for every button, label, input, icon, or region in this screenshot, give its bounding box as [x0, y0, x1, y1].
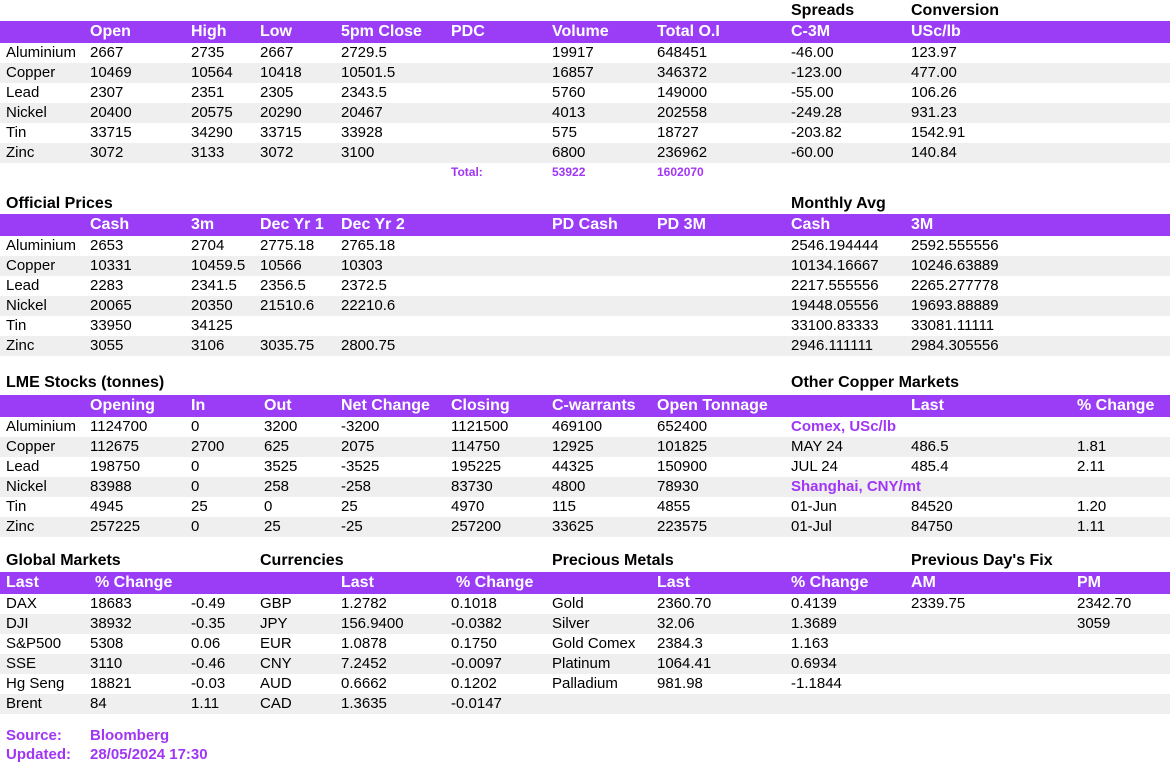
fix-pm: 3059 — [1077, 615, 1111, 632]
stocks-cell: 4855 — [657, 498, 691, 515]
prices-cell: 2729.5 — [341, 44, 387, 61]
prices-cell: 3100 — [341, 144, 375, 161]
stocks-cell: 2075 — [341, 438, 375, 455]
global-markets-heading: Global Markets — [6, 552, 121, 569]
currency-name: AUD — [260, 675, 292, 692]
global-index-name: DAX — [6, 595, 37, 612]
currency-last: 7.2452 — [341, 655, 387, 672]
official-dec-yr1: 2356.5 — [260, 277, 306, 294]
official-3m: 10459.5 — [191, 257, 246, 274]
official-cash: 2283 — [90, 277, 124, 294]
currency-change-header: % Change — [456, 574, 534, 591]
stocks-cell: 195225 — [451, 458, 502, 475]
monthly-avg-cash: 19448.05556 — [791, 297, 879, 314]
stocks-column-header: Open Tonnage — [657, 397, 768, 414]
prices-cell: 2307 — [90, 84, 124, 101]
global-index-name: SSE — [6, 655, 37, 672]
stocks-cell: 4970 — [451, 498, 485, 515]
other-copper-heading: Other Copper Markets — [791, 374, 960, 391]
stocks-cell: 83730 — [451, 478, 493, 495]
prices-cell: 18727 — [657, 124, 699, 141]
global-change: -0.35 — [191, 615, 226, 632]
official-metal-label: Lead — [6, 277, 40, 294]
prices-cell: 2305 — [260, 84, 294, 101]
stocks-cell: 257200 — [451, 518, 502, 535]
official-column-header: Cash — [791, 216, 831, 233]
stocks-cell: -3525 — [341, 458, 380, 475]
copper-last-header: Last — [911, 397, 944, 414]
stocks-cell: 625 — [264, 438, 290, 455]
stocks-column-header: Opening — [90, 397, 155, 414]
stocks-cell: 115 — [552, 498, 576, 515]
prices-cell: 16857 — [552, 64, 594, 81]
fix-am: 2339.75 — [911, 595, 966, 612]
prices-column-header: 5pm Close — [341, 23, 422, 40]
precious-last: 1064.41 — [657, 655, 712, 672]
prices-metal-label: Copper — [6, 64, 56, 81]
prices-cell: 19917 — [552, 44, 594, 61]
fix-am-header: AM — [911, 574, 936, 591]
prices-cell: 10418 — [260, 64, 302, 81]
prices-cell: 10501.5 — [341, 64, 396, 81]
precious-last: 2384.3 — [657, 635, 703, 652]
precious-name: Palladium — [552, 675, 618, 692]
official-prices-heading: Official Prices — [6, 195, 113, 212]
official-metal-label: Copper — [6, 257, 56, 274]
prices-metal-label: Aluminium — [6, 44, 77, 61]
official-dec-yr1: 10566 — [260, 257, 302, 274]
prices-cell: 106.26 — [911, 84, 957, 101]
stocks-metal-label: Copper — [6, 438, 56, 455]
official-column-header: PD 3M — [657, 216, 706, 233]
stocks-cell: 25 — [264, 518, 281, 535]
monthly-avg-heading: Monthly Avg — [791, 195, 886, 212]
stocks-cell: 4800 — [552, 478, 586, 495]
global-change: 1.11 — [191, 695, 220, 712]
official-metal-label: Tin — [6, 317, 27, 334]
currency-change: -0.0147 — [451, 695, 502, 712]
currency-last: 1.0878 — [341, 635, 387, 652]
global-last: 18683 — [90, 595, 132, 612]
stocks-cell: 0 — [191, 478, 200, 495]
prices-cell: 2343.5 — [341, 84, 387, 101]
prices-cell: 33928 — [341, 124, 383, 141]
source-label: Source: — [6, 727, 62, 744]
prices-cell: 2351 — [191, 84, 225, 101]
currency-change: -0.0097 — [451, 655, 502, 672]
global-change: -0.03 — [191, 675, 226, 692]
prices-cell: -123.00 — [791, 64, 842, 81]
stocks-cell: -258 — [341, 478, 372, 495]
stocks-metal-label: Nickel — [6, 478, 47, 495]
prices-cell: 33715 — [260, 124, 302, 141]
currency-change: 0.1018 — [451, 595, 497, 612]
prices-cell: -46.00 — [791, 44, 834, 61]
prices-cell: 236962 — [657, 144, 708, 161]
stocks-cell: 3525 — [264, 458, 298, 475]
global-change: -0.49 — [191, 595, 226, 612]
official-dec-yr2: 10303 — [341, 257, 383, 274]
official-dec-yr2: 2372.5 — [341, 277, 387, 294]
prices-column-header: Total O.I — [657, 23, 720, 40]
official-cash: 3055 — [90, 337, 124, 354]
copper-last: 84520 — [911, 498, 953, 515]
currency-name: CAD — [260, 695, 292, 712]
precious-change-header: % Change — [791, 574, 869, 591]
official-column-header: PD Cash — [552, 216, 618, 233]
prices-cell: 4013 — [552, 104, 586, 121]
stocks-column-header: In — [191, 397, 206, 414]
precious-name: Silver — [552, 615, 590, 632]
global-index-name: Brent — [6, 695, 42, 712]
stocks-cell: 0 — [191, 458, 200, 475]
currency-last: 156.9400 — [341, 615, 404, 632]
global-index-name: S&P500 — [6, 635, 62, 652]
stocks-metal-label: Zinc — [6, 518, 35, 535]
prices-column-header: PDC — [451, 23, 485, 40]
global-last-header: Last — [6, 574, 39, 591]
total-volume: 53922 — [552, 165, 586, 179]
stocks-cell: -25 — [341, 518, 363, 535]
prices-cell: 20467 — [341, 104, 383, 121]
stocks-cell: 258 — [264, 478, 290, 495]
prices-column-header: Open — [90, 23, 131, 40]
global-index-name: DJI — [6, 615, 29, 632]
prices-cell: 10564 — [191, 64, 233, 81]
stocks-column-header: Out — [264, 397, 292, 414]
prices-cell: 10469 — [90, 64, 132, 81]
copper-market-subheading: Comex, USc/lb — [791, 418, 897, 435]
prices-cell: 3133 — [191, 144, 225, 161]
currency-last: 1.3635 — [341, 695, 387, 712]
global-change: -0.46 — [191, 655, 226, 672]
precious-change: 1.163 — [791, 635, 829, 652]
prices-cell: 34290 — [191, 124, 233, 141]
global-last: 84 — [90, 695, 107, 712]
monthly-avg-cash: 33100.83333 — [791, 317, 879, 334]
stocks-cell: 114750 — [451, 438, 500, 455]
precious-name: Gold Comex — [552, 635, 636, 652]
stocks-cell: 12925 — [552, 438, 594, 455]
monthly-avg-cash: 2546.194444 — [791, 237, 879, 254]
prices-cell: 575 — [552, 124, 578, 141]
prices-cell: 477.00 — [911, 64, 957, 81]
prices-cell: 123.97 — [911, 44, 957, 61]
copper-change: 1.20 — [1077, 498, 1107, 515]
official-column-header: Dec Yr 2 — [341, 216, 405, 233]
stocks-cell: 25 — [341, 498, 358, 515]
prices-column-header: Volume — [552, 23, 609, 40]
prices-metal-label: Tin — [6, 124, 27, 141]
stocks-cell: 112675 — [90, 438, 139, 455]
stocks-cell: 0 — [191, 418, 200, 435]
prices-column-header: C-3M — [791, 23, 831, 40]
official-cash: 20065 — [90, 297, 132, 314]
total-open-interest: 1602070 — [657, 165, 704, 179]
monthly-avg-3m: 2984.305556 — [911, 337, 999, 354]
currency-name: CNY — [260, 655, 292, 672]
currency-name: EUR — [260, 635, 292, 652]
prices-column-header: USc/lb — [911, 23, 961, 40]
precious-change: 0.6934 — [791, 655, 837, 672]
lme-stocks-heading: LME Stocks (tonnes) — [6, 374, 165, 391]
global-last: 3110 — [90, 655, 123, 672]
precious-last: 981.98 — [657, 675, 703, 692]
prices-cell: 931.23 — [911, 104, 957, 121]
prices-cell: 140.84 — [911, 144, 957, 161]
stocks-column-header: C-warrants — [552, 397, 636, 414]
currency-last: 0.6662 — [341, 675, 387, 692]
precious-name: Gold — [552, 595, 584, 612]
copper-last: 485.4 — [911, 458, 949, 475]
prices-cell: -55.00 — [791, 84, 834, 101]
stocks-cell: 223575 — [657, 518, 708, 535]
precious-name: Platinum — [552, 655, 611, 672]
precious-last: 32.06 — [657, 615, 695, 632]
currency-last: 1.2782 — [341, 595, 387, 612]
monthly-avg-3m: 33081.11111 — [911, 317, 995, 334]
markets-header-bar — [0, 572, 1170, 594]
prices-cell: -203.82 — [791, 124, 842, 141]
official-dec-yr1: 2775.18 — [260, 237, 315, 254]
prices-cell: 1542.91 — [911, 124, 966, 141]
prices-cell: 2667 — [260, 44, 294, 61]
currencies-heading: Currencies — [260, 552, 344, 569]
official-dec-yr1: 21510.6 — [260, 297, 315, 314]
stocks-column-header: Net Change — [341, 397, 430, 414]
official-cash: 33950 — [90, 317, 132, 334]
stocks-cell: -3200 — [341, 418, 380, 435]
prices-cell: 3072 — [260, 144, 294, 161]
conversion-heading: Conversion — [911, 2, 1000, 19]
stocks-metal-label: Lead — [6, 458, 40, 475]
prices-cell: 2735 — [191, 44, 225, 61]
prices-cell: 346372 — [657, 64, 708, 81]
stocks-cell: 33625 — [552, 518, 594, 535]
copper-change: 1.11 — [1077, 518, 1106, 535]
markets-row-stripe — [0, 694, 1170, 714]
official-cash: 2653 — [90, 237, 124, 254]
copper-market-subheading: Shanghai, CNY/mt — [791, 478, 922, 495]
prices-cell: -249.28 — [791, 104, 842, 121]
copper-contract-label: 01-Jun — [791, 498, 837, 515]
prices-metal-label: Zinc — [6, 144, 35, 161]
stocks-cell: 150900 — [657, 458, 708, 475]
stocks-cell: 101825 — [657, 438, 708, 455]
official-3m: 2341.5 — [191, 277, 237, 294]
stocks-metal-label: Aluminium — [6, 418, 77, 435]
updated-value: 28/05/2024 17:30 — [90, 746, 208, 763]
monthly-avg-3m: 2592.555556 — [911, 237, 999, 254]
global-index-name: Hg Seng — [6, 675, 65, 692]
official-column-header: Cash — [90, 216, 130, 233]
source-value: Bloomberg — [90, 727, 170, 744]
prices-metal-label: Nickel — [6, 104, 47, 121]
previous-fix-heading: Previous Day's Fix — [911, 552, 1053, 569]
currency-change: 0.1750 — [451, 635, 497, 652]
prices-cell: 20290 — [260, 104, 302, 121]
copper-contract-label: 01-Jul — [791, 518, 832, 535]
global-change: 0.06 — [191, 635, 221, 652]
official-dec-yr1: 3035.75 — [260, 337, 315, 354]
official-metal-label: Nickel — [6, 297, 47, 314]
global-last: 5308 — [90, 635, 124, 652]
spreads-heading: Spreads — [791, 2, 855, 19]
updated-label: Updated: — [6, 746, 71, 763]
stocks-cell: 0 — [191, 518, 200, 535]
precious-metals-heading: Precious Metals — [552, 552, 674, 569]
stocks-column-header: Closing — [451, 397, 510, 414]
copper-last: 84750 — [911, 518, 953, 535]
stocks-cell: 44325 — [552, 458, 594, 475]
monthly-avg-cash: 2217.555556 — [791, 277, 879, 294]
stocks-cell: 78930 — [657, 478, 699, 495]
stocks-cell: 198750 — [90, 458, 141, 475]
stocks-cell: 469100 — [552, 418, 603, 435]
prices-cell: 20400 — [90, 104, 132, 121]
prices-cell: 149000 — [657, 84, 708, 101]
currency-last-header: Last — [341, 574, 374, 591]
official-column-header: 3m — [191, 216, 215, 233]
stocks-cell: 2700 — [191, 438, 225, 455]
prices-column-header: Low — [260, 23, 292, 40]
official-3m: 34125 — [191, 317, 233, 334]
stocks-cell: 83988 — [90, 478, 132, 495]
prices-cell: 202558 — [657, 104, 708, 121]
currency-change: 0.1202 — [451, 675, 497, 692]
official-metal-label: Aluminium — [6, 237, 77, 254]
official-cash: 10331 — [90, 257, 132, 274]
copper-change: 1.81 — [1077, 438, 1107, 455]
official-column-header: 3M — [911, 216, 934, 233]
stocks-cell: 1121500 — [451, 418, 509, 435]
precious-change: -1.1844 — [791, 675, 842, 692]
precious-change: 1.3689 — [791, 615, 837, 632]
currency-name: GBP — [260, 595, 292, 612]
monthly-avg-cash: 10134.16667 — [791, 257, 879, 274]
copper-contract-label: JUL 24 — [791, 458, 838, 475]
global-change-header: % Change — [95, 574, 173, 591]
prices-cell: 6800 — [552, 144, 586, 161]
stocks-metal-label: Tin — [6, 498, 27, 515]
monthly-avg-3m: 10246.63889 — [911, 257, 999, 274]
copper-last: 486.5 — [911, 438, 949, 455]
currency-change: -0.0382 — [451, 615, 502, 632]
stocks-cell: 4945 — [90, 498, 124, 515]
official-3m: 3106 — [191, 337, 225, 354]
official-metal-label: Zinc — [6, 337, 35, 354]
official-3m: 2704 — [191, 237, 225, 254]
official-dec-yr2: 22210.6 — [341, 297, 396, 314]
precious-last: 2360.70 — [657, 595, 712, 612]
official-3m: 20350 — [191, 297, 233, 314]
monthly-avg-cash: 2946.111111 — [791, 337, 874, 354]
prices-column-header: High — [191, 23, 227, 40]
prices-metal-label: Lead — [6, 84, 40, 101]
official-dec-yr2: 2765.18 — [341, 237, 396, 254]
copper-contract-label: MAY 24 — [791, 438, 843, 455]
copper-change-header: % Change — [1077, 397, 1155, 414]
currency-name: JPY — [260, 615, 288, 632]
prices-cell: 20575 — [191, 104, 233, 121]
copper-change: 2.11 — [1077, 458, 1106, 475]
stocks-cell: 257225 — [90, 518, 141, 535]
stocks-cell: 1124700 — [90, 418, 148, 435]
fix-pm-header: PM — [1077, 574, 1101, 591]
official-column-header: Dec Yr 1 — [260, 216, 324, 233]
prices-cell: -60.00 — [791, 144, 834, 161]
precious-change: 0.4139 — [791, 595, 837, 612]
precious-last-header: Last — [657, 574, 690, 591]
monthly-avg-3m: 2265.277778 — [911, 277, 999, 294]
monthly-avg-3m: 19693.88889 — [911, 297, 999, 314]
prices-cell: 648451 — [657, 44, 708, 61]
global-last: 18821 — [90, 675, 132, 692]
total-label: Total: — [451, 165, 483, 179]
prices-cell: 33715 — [90, 124, 132, 141]
prices-cell: 2667 — [90, 44, 124, 61]
fix-pm: 2342.70 — [1077, 595, 1132, 612]
global-last: 38932 — [90, 615, 132, 632]
prices-cell: 5760 — [552, 84, 586, 101]
prices-cell: 3072 — [90, 144, 124, 161]
stocks-cell: 652400 — [657, 418, 708, 435]
stocks-cell: 25 — [191, 498, 208, 515]
stocks-cell: 0 — [264, 498, 273, 515]
stocks-cell: 3200 — [264, 418, 298, 435]
official-dec-yr2: 2800.75 — [341, 337, 396, 354]
